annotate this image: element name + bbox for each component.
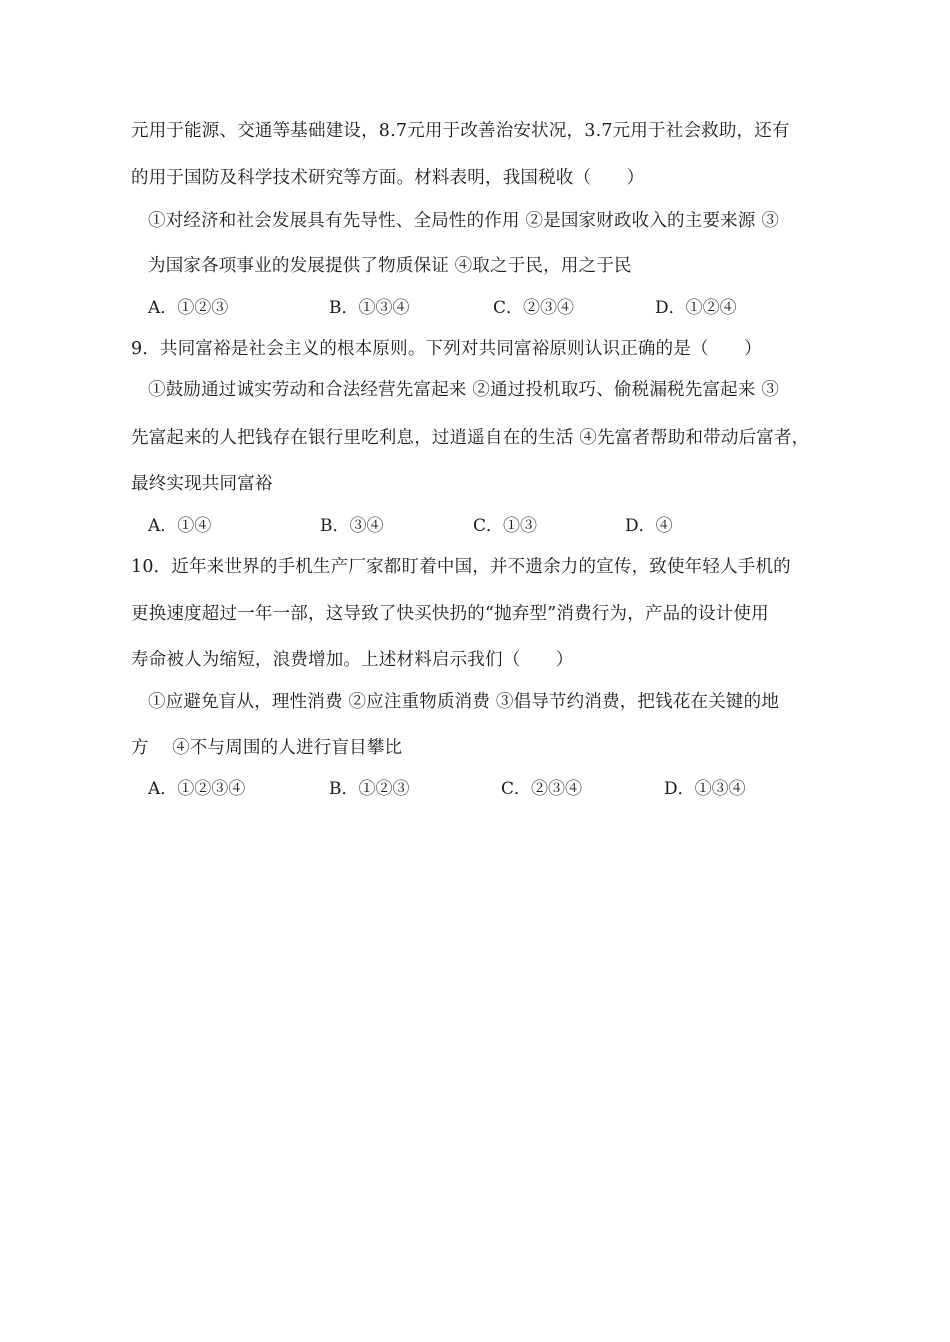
q9-option-c: C．①③ — [473, 516, 538, 536]
q8-option-b: B．①③④ — [329, 298, 410, 318]
q10-option-b: B．①②③ — [329, 779, 410, 799]
q10-stem-line-1: 10．近年来世界的手机生产厂家都盯着中国，并不遗余力的宣传，致使年轻人手机的 — [131, 557, 791, 577]
q9-options — [148, 514, 848, 538]
q9-option-d: D．④ — [625, 516, 673, 536]
q10-stem-line-3: 寿命被人为缩短，浪费增加。上述材料启示我们（ ） — [131, 650, 574, 670]
q8-option-c: C．②③④ — [493, 298, 575, 318]
q10-line-4: ①应避免盲从，理性消费 ②应注重物质消费 ③倡导节约消费，把钱花在关键的地 — [148, 692, 780, 712]
q8-line-1: 元用于能源、交通等基础建设，8.7元用于改善治安状况，3.7元用于社会救助，还有 — [131, 121, 790, 141]
q8-options — [148, 296, 848, 320]
q10-option-d: D．①③④ — [664, 779, 746, 799]
q9-stem: 9．共同富裕是社会主义的根本原则。下列对共同富裕原则认识正确的是（ ） — [131, 339, 762, 359]
q9-option-a: A．①④ — [148, 516, 212, 536]
q8-line-4: 为国家各项事业的发展提供了物质保证 ④取之于民，用之于民 — [148, 256, 632, 276]
q8-option-a: A．①②③ — [148, 298, 229, 318]
q9-line-1: ①鼓励通过诚实劳动和合法经营先富起来 ②通过投机取巧、偷税漏税先富起来 ③ — [148, 380, 780, 400]
q10-option-a: A．①②③④ — [148, 779, 246, 799]
q9-line-2: 先富起来的人把钱存在银行里吃利息，过逍遥自在的生活 ④先富者帮助和带动后富者， — [131, 428, 810, 448]
q9-option-b: B．③④ — [320, 516, 384, 536]
q10-stem-line-2: 更换速度超过一年一部，这导致了快买快扔的“抛弃型”消费行为，产品的设计使用 — [131, 604, 769, 624]
q8-line-2: 的用于国防及科学技术研究等方面。材料表明，我国税收（ ） — [131, 168, 645, 188]
q8-option-d: D．①②④ — [655, 298, 737, 318]
q10-option-c: C．②③④ — [501, 779, 583, 799]
q9-line-3: 最终实现共同富裕 — [131, 474, 273, 494]
q8-line-3: ①对经济和社会发展具有先导性、全局性的作用 ②是国家财政收入的主要来源 ③ — [148, 211, 780, 231]
q10-options — [148, 777, 848, 801]
q10-line-5: 方 ④不与周围的人进行盲目攀比 — [131, 738, 403, 758]
